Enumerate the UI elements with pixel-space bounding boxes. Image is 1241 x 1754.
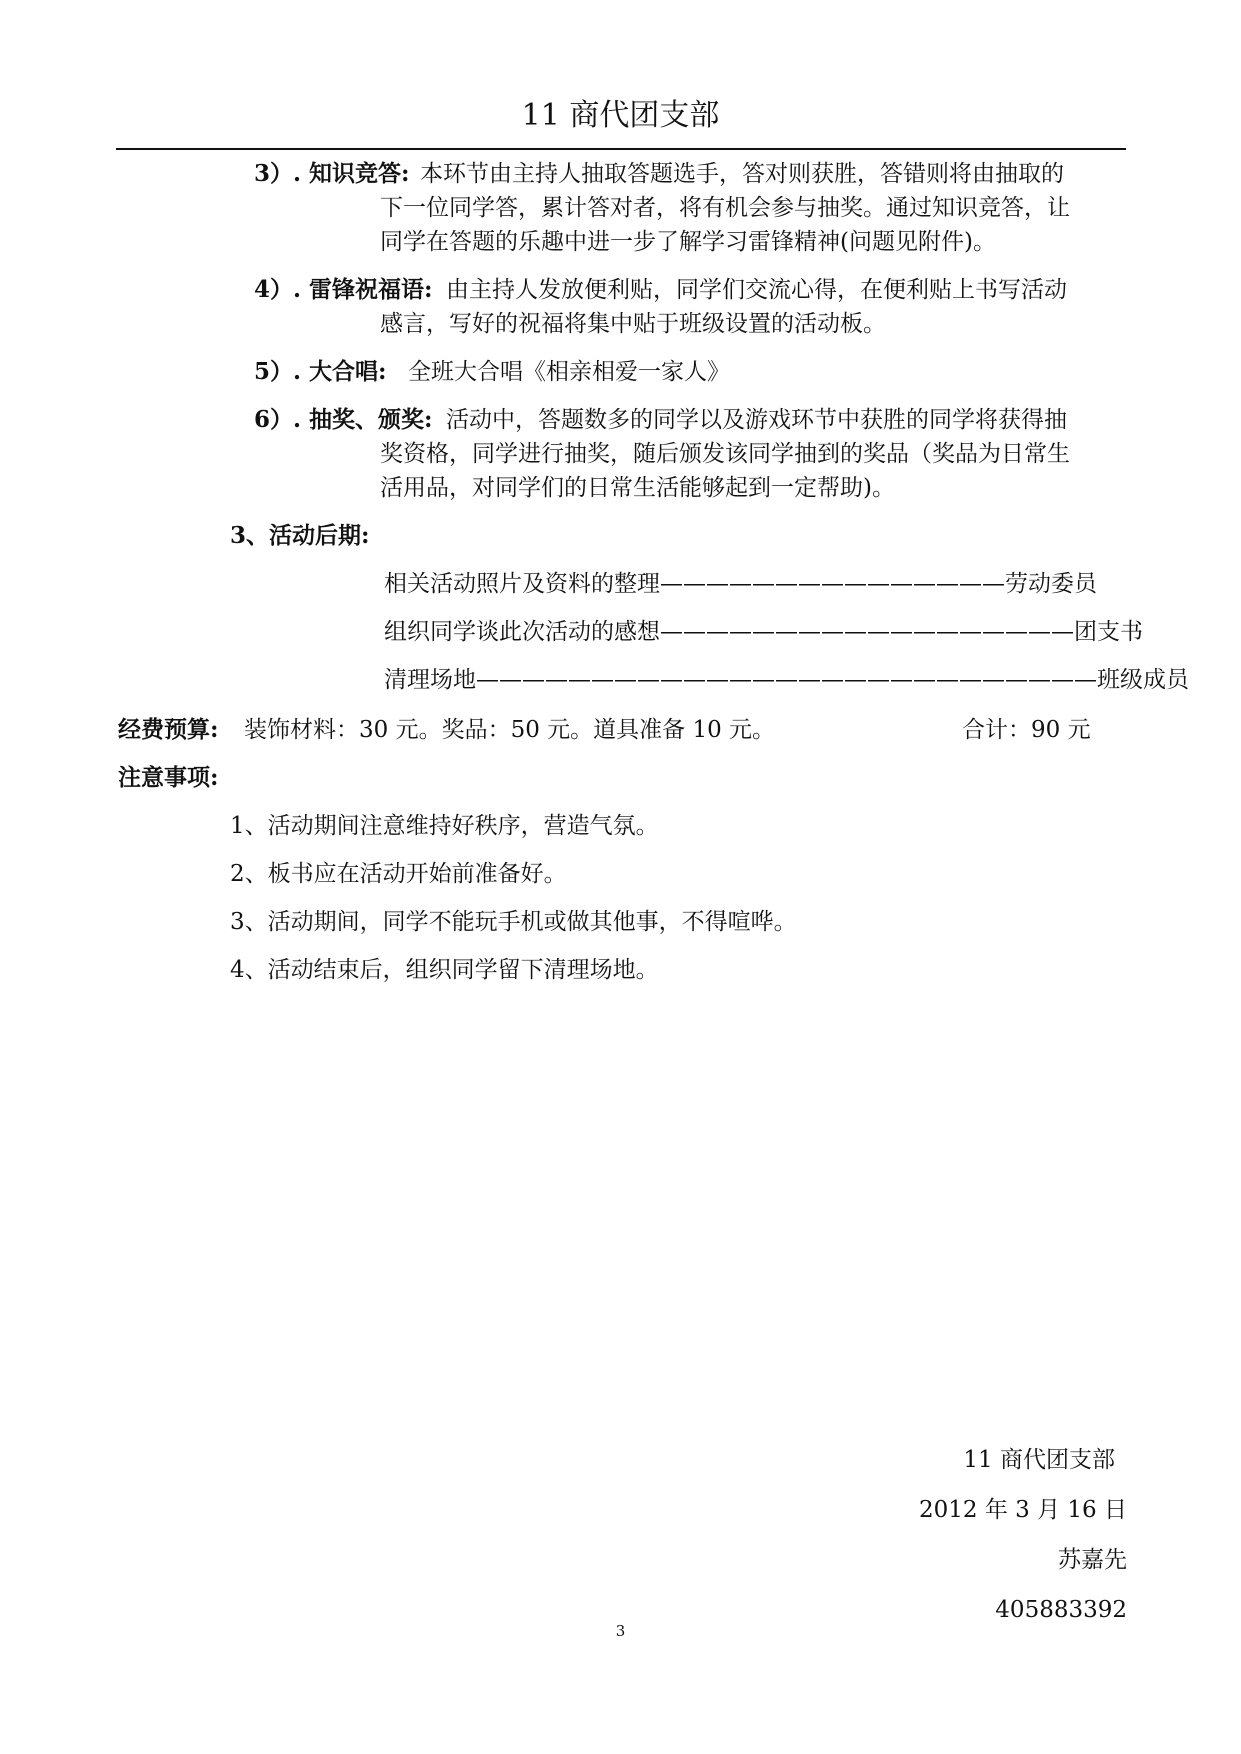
page-number: 3 xyxy=(615,1622,626,1640)
note-item: 2、板书应在活动开始前准备好。 xyxy=(230,861,567,887)
section-4-line2: 感言，写好的祝福将集中贴于班级设置的活动板。 xyxy=(380,311,886,337)
section-3-line1: 本环节由主持人抽取答题选手，答对则获胜，答错则将由抽取的 xyxy=(420,161,1064,187)
section-4-line1: 由主持人发放便利贴，同学们交流心得，在便利贴上书写活动 xyxy=(446,277,1067,303)
budget-text: 装饰材料：30 元。奖品：50 元。道具准备 10 元。 xyxy=(244,717,776,743)
note-item: 1、活动期间注意维持好秩序，营造气氛。 xyxy=(230,813,659,839)
section-6-line2: 奖资格，同学进行抽奖，随后颁发该同学抽到的奖品（奖品为日常生 xyxy=(380,441,1070,467)
signature-date: 2012 年 3 月 16 日 xyxy=(919,1497,1127,1523)
notes-heading: 注意事项: xyxy=(118,764,219,791)
signature-name: 苏嘉先 xyxy=(1058,1547,1127,1573)
section-6-line1: 活动中，答题数多的同学以及游戏环节中获胜的同学将获得抽 xyxy=(446,407,1067,433)
budget-label: 经费预算: xyxy=(118,716,219,743)
signature-org: 11 商代团支部 xyxy=(963,1447,1115,1473)
section-3-line2: 下一位同学答，累计答对者，将有机会参与抽奖。通过知识竞答，让 xyxy=(380,195,1070,221)
header-rule xyxy=(116,148,1126,150)
page-header-title: 11 商代团支部 xyxy=(521,98,720,133)
post-activity-item: 清理场地———————————————————————————班级成员 xyxy=(384,667,1189,693)
budget-total: 合计：90 元 xyxy=(962,717,1091,743)
section-6-line3: 活用品，对同学们的日常生活能够起到一定帮助)。 xyxy=(380,475,895,501)
section-4-label: 4）. 雷锋祝福语: xyxy=(254,276,433,303)
post-activity-item: 组织同学谈此次活动的感想——————————————————团支书 xyxy=(384,619,1143,645)
section-5-line1: 全班大合唱《相亲相爱一家人》 xyxy=(408,359,730,385)
section-6-label: 6）. 抽奖、颁奖: xyxy=(254,406,433,433)
signature-id: 405883392 xyxy=(995,1597,1127,1623)
post-activity-item: 相关活动照片及资料的整理———————————————劳动委员 xyxy=(384,571,1097,597)
section-3-line3: 同学在答题的乐趣中进一步了解学习雷锋精神(问题见附件)。 xyxy=(380,229,996,255)
section-5-label: 5）. 大合唱: xyxy=(254,358,387,385)
post-activity-heading: 3、活动后期: xyxy=(230,522,370,549)
section-3-label: 3）. 知识竞答: xyxy=(254,160,410,187)
note-item: 3、活动期间，同学不能玩手机或做其他事，不得喧哗。 xyxy=(230,909,797,935)
note-item: 4、活动结束后，组织同学留下清理场地。 xyxy=(230,957,659,983)
